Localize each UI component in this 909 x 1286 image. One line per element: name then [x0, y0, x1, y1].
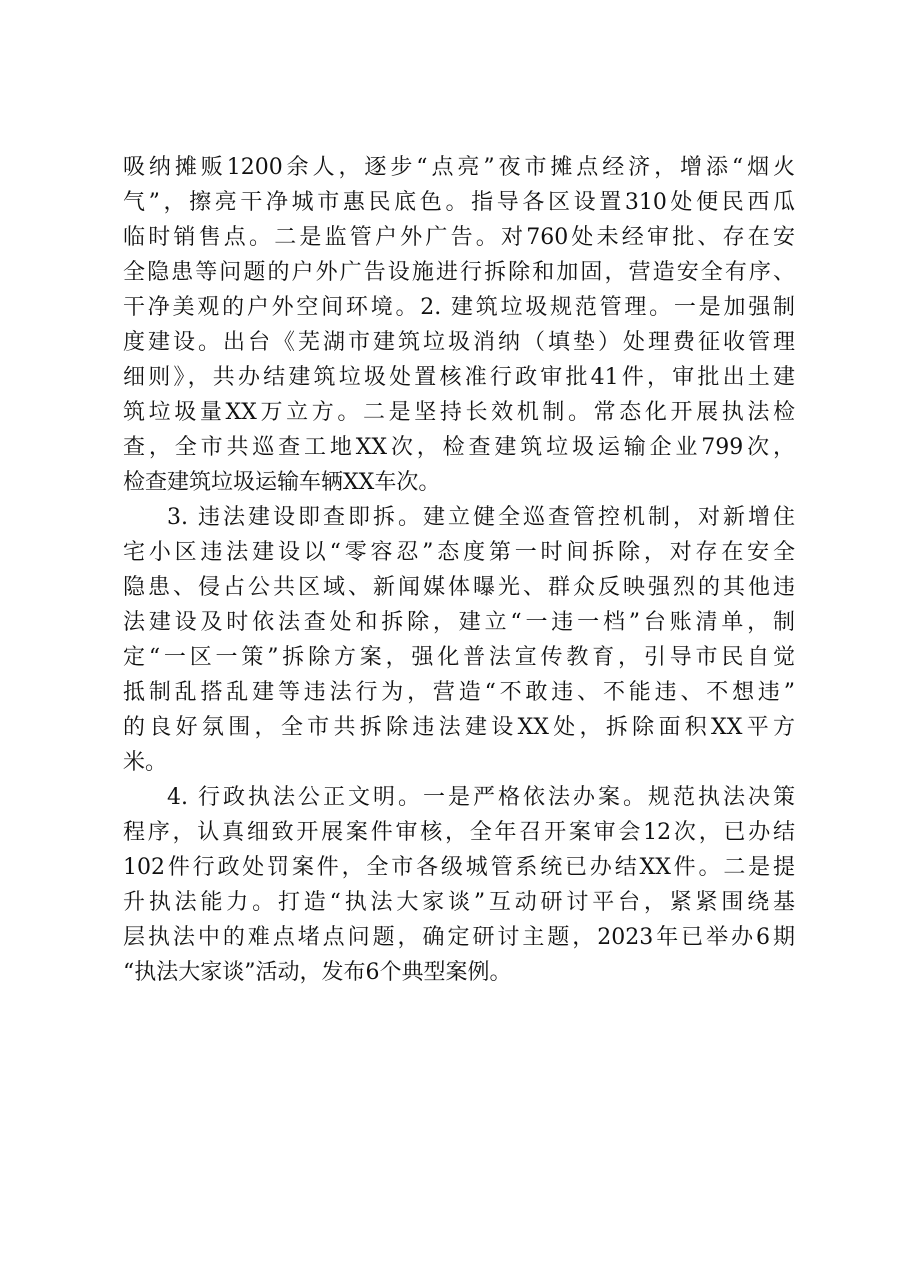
text-line: 全隐患等问题的户外广告设施进行拆除和加固，营造安全有序、 [123, 260, 795, 285]
text-line: 程序，认真细致开展案件审核，全年召开案审会12次，已办结 [123, 820, 795, 845]
document-body [123, 150, 795, 990]
paragraph-illegal-construction [123, 500, 795, 780]
text-line: 的良好氛围，全市共拆除违法建设XX处，拆除面积XX平方 [123, 715, 795, 740]
text-line: 吸纳摊贩1200余人，逐步“点亮”夜市摊点经济，增添“烟火 [123, 155, 795, 180]
text-line: 度建设。出台《芜湖市建筑垃圾消纳（填垫）处理费征收管理 [123, 330, 795, 355]
text-line: 抵制乱搭乱建等违法行为，营造“不敢违、不能违、不想违” [123, 680, 795, 705]
text-line: 检查建筑垃圾运输车辆XX车次。 [123, 470, 441, 495]
text-line: 查，全市共巡查工地XX次，检查建筑垃圾运输企业799次， [123, 435, 795, 460]
text-line: 升执法能力。打造“执法大家谈”互动研讨平台，紧紧围绕基 [123, 890, 795, 915]
text-line: 气”，擦亮干净城市惠民底色。指导各区设置310处便民西瓜 [123, 190, 795, 215]
text-line: 102件行政处罚案件，全市各级城管系统已办结XX件。二是提 [123, 855, 795, 880]
paragraph-law-enforcement [123, 780, 795, 990]
text-line: 4. 行政执法公正文明。一是严格依法办案。规范执法决策 [167, 785, 795, 810]
text-line: 层执法中的难点堵点问题，确定研讨主题，2023年已举办6期 [123, 925, 795, 950]
text-line: 细则》，共办结建筑垃圾处置核准行政审批41件，审批出土建 [123, 365, 795, 390]
text-line: 3. 违法建设即查即拆。建立健全巡查管控机制，对新增住 [167, 505, 795, 530]
text-line: 隐患、侵占公共区域、新闻媒体曝光、群众反映强烈的其他违 [123, 575, 795, 600]
text-line: 临时销售点。二是监管户外广告。对760处未经审批、存在安 [123, 225, 795, 250]
text-line: 米。 [123, 750, 168, 775]
text-line: 法建设及时依法查处和拆除，建立“一违一档”台账清单，制 [123, 610, 795, 635]
text-line: 干净美观的户外空间环境。2. 建筑垃圾规范管理。一是加强制 [123, 295, 795, 320]
text-line: “执法大家谈”活动，发布6个典型案例。 [123, 960, 512, 985]
text-line: 宅小区违法建设以“零容忍”态度第一时间拆除，对存在安全 [123, 540, 795, 565]
text-line: 筑垃圾量XX万立方。二是坚持长效机制。常态化开展执法检 [123, 400, 795, 425]
paragraph-city-appearance [123, 150, 795, 500]
text-line: 定“一区一策”拆除方案，强化普法宣传教育，引导市民自觉 [123, 645, 795, 670]
